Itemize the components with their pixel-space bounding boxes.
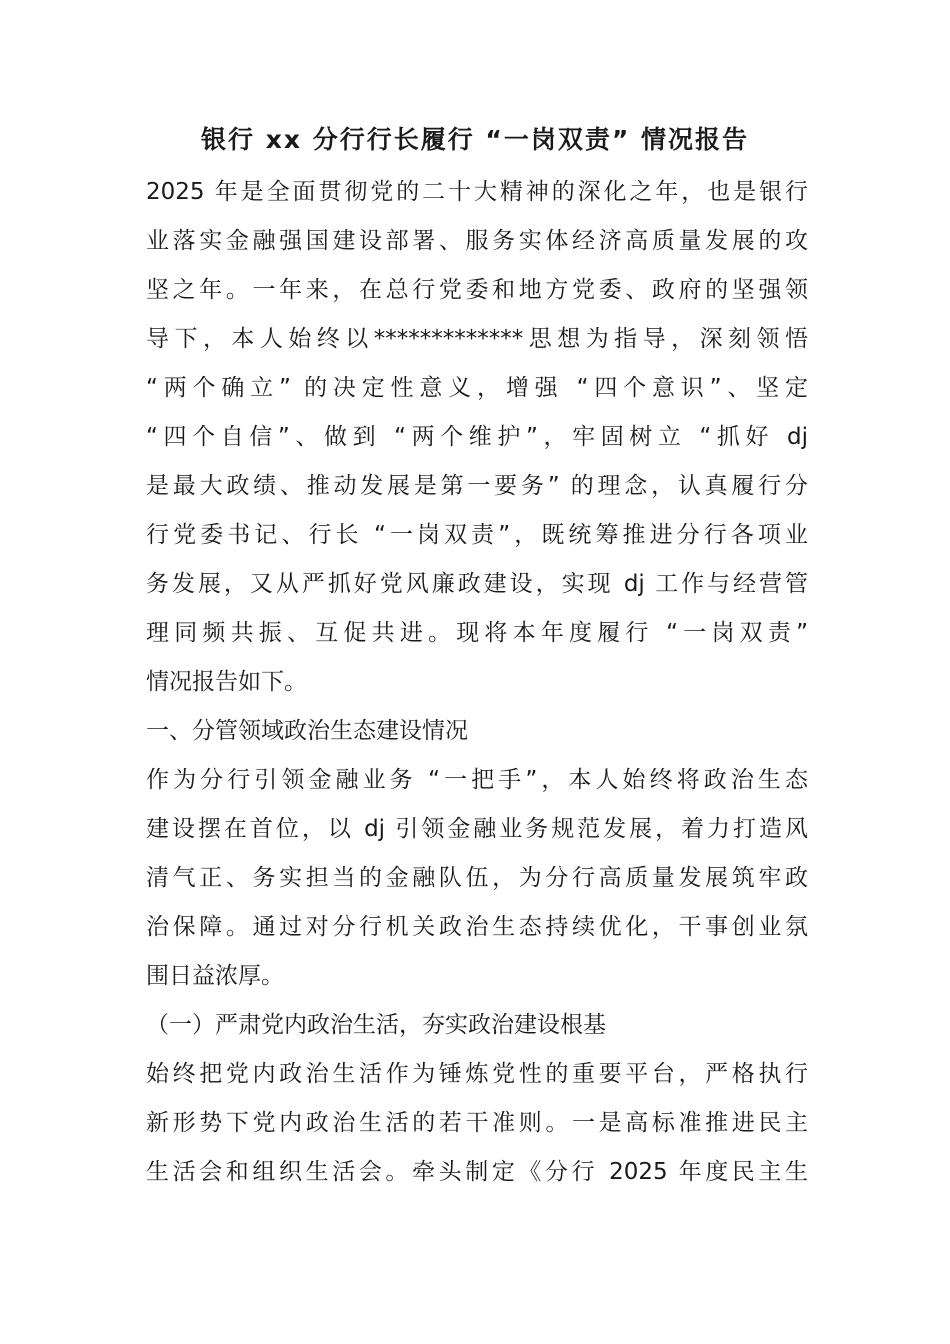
paragraph-line: 围日益浓厚。 xyxy=(146,963,284,989)
paragraph-line: 务发展，又从严抓好党风廉政建设，实现 dj 工作与经营管 xyxy=(146,571,808,597)
paragraph-line: 治保障。通过对分行机关政治生态持续优化，干事创业氛 xyxy=(146,914,808,940)
paragraph-line: 清气正、务实担当的金融队伍，为分行高质量发展筑牢政 xyxy=(146,865,808,891)
subsection-heading: （一）严肃党内政治生活，夯实政治建设根基 xyxy=(146,1012,606,1038)
paragraph-line: 行党委书记、行长 “一岗双责”，既统筹推进分行各项业 xyxy=(146,522,808,548)
paragraph-line: 作为分行引领金融业务 “一把手”，本人始终将政治生态 xyxy=(146,767,808,793)
document-title: 银行 xx 分行行长履行 “一岗双责” 情况报告 xyxy=(201,125,749,154)
paragraph-line: 新形势下党内政治生活的若干准则。一是高标准推进民主 xyxy=(146,1110,808,1136)
paragraph-line: “四个自信”、做到 “两个维护”，牢固树立 “抓好 dj xyxy=(146,424,808,450)
section-heading: 一、分管领域政治生态建设情况 xyxy=(146,718,468,744)
paragraph-line: 2025 年是全面贯彻党的二十大精神的深化之年，也是银行 xyxy=(146,179,808,205)
paragraph-line: “两个确立” 的决定性意义，增强 “四个意识”、坚定 xyxy=(146,375,808,401)
paragraph-line: 建设摆在首位，以 dj 引领金融业务规范发展，着力打造风 xyxy=(146,816,808,842)
paragraph-line: 业落实金融强国建设部署、服务实体经济高质量发展的攻 xyxy=(146,228,808,254)
paragraph-line: 生活会和组织生活会。牵头制定《分行 2025 年度民主生 xyxy=(146,1159,808,1185)
paragraph-line: 是最大政绩、推动发展是第一要务” 的理念，认真履行分 xyxy=(146,473,808,499)
paragraph-line: 情况报告如下。 xyxy=(146,669,307,695)
document-body xyxy=(146,168,808,1197)
paragraph-line: 导下，本人始终以*************思想为指导，深刻领悟 xyxy=(146,326,808,352)
paragraph-line: 坚之年。一年来，在总行党委和地方党委、政府的坚强领 xyxy=(146,277,808,303)
paragraph-line: 始终把党内政治生活作为锤炼党性的重要平台，严格执行 xyxy=(146,1061,808,1087)
paragraph-line: 理同频共振、互促共进。现将本年度履行 “一岗双责” xyxy=(146,620,808,646)
